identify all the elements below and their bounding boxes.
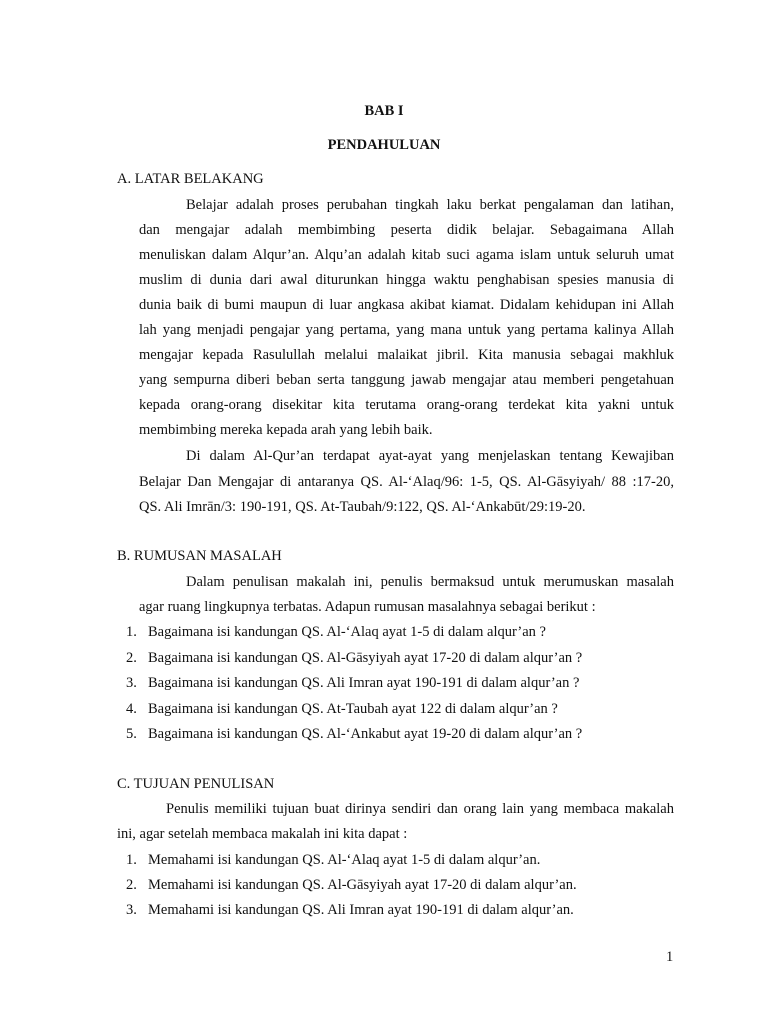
paragraph-line: kepada orang-orang disekitar kita terutama orang-orang terdekat kita yakni untuk <box>139 397 674 413</box>
list-number: 2. <box>126 877 137 893</box>
list-text: Memahami isi kandungan QS. Ali Imran ayat 190-191 di dalam alqur’an. <box>148 902 574 918</box>
list-item <box>0 650 768 672</box>
paragraph-line: mengajar kepada Rasulullah melalui malaikat jibril. Kita manusia sebagai makhluk <box>139 347 674 363</box>
list-item <box>0 726 768 748</box>
paragraph-line: Belajar Dan Mengajar di antaranya QS. Al-‘Alaq/96: 1-5, QS. Al-Gāsyiyah/ 88 :17-20, <box>139 474 674 490</box>
page-number: 1 <box>666 949 674 965</box>
list-text: Bagaimana isi kandungan QS. At-Taubah ayat 122 di dalam alqur’an ? <box>148 701 558 717</box>
paragraph-line: dunia baik di bumi maupun di luar angkasa akibat kiamat. Didalam kehidupan ini Allah <box>139 297 674 313</box>
list-number: 3. <box>126 902 137 918</box>
section-a-heading: A. LATAR BELAKANG <box>117 171 264 187</box>
list-number: 2. <box>126 650 137 666</box>
list-item <box>0 852 768 874</box>
list-text: Memahami isi kandungan QS. Al-‘Alaq ayat 1-5 di dalam alqur’an. <box>148 852 541 868</box>
chapter-label: BAB I <box>364 103 404 119</box>
paragraph-line: muslim di dunia dari awal diturunkan hingga waktu penghabisan spesies manusia di <box>139 272 674 288</box>
paragraph-line: Penulis memiliki tujuan buat dirinya sendiri dan orang lain yang membaca makalah <box>166 801 674 817</box>
paragraph-line: agar ruang lingkupnya terbatas. Adapun rumusan masalahnya sebagai berikut : <box>139 599 596 615</box>
paragraph-line: yang sempurna diberi beban serta tanggung jawab mengajar atau memberi pengetahuan <box>139 372 674 388</box>
list-number: 1. <box>126 852 137 868</box>
list-item <box>0 675 768 697</box>
paragraph-line: membimbing mereka kepada arah yang lebih baik. <box>139 422 433 438</box>
list-text: Memahami isi kandungan QS. Al-Gāsyiyah ayat 17-20 di dalam alqur’an. <box>148 877 577 893</box>
paragraph-line: Belajar adalah proses perubahan tingkah laku berkat pengalaman dan latihan, <box>186 197 674 213</box>
list-item <box>0 877 768 899</box>
list-number: 4. <box>126 701 137 717</box>
list-text: Bagaimana isi kandungan QS. Al-Gāsyiyah ayat 17-20 di dalam alqur’an ? <box>148 650 583 666</box>
list-item <box>0 902 768 924</box>
list-text: Bagaimana isi kandungan QS. Al-‘Ankabut ayat 19-20 di dalam alqur’an ? <box>148 726 583 742</box>
paragraph-line: ini, agar setelah membaca makalah ini kita dapat : <box>117 826 408 842</box>
list-text: Bagaimana isi kandungan QS. Ali Imran ayat 190-191 di dalam alqur’an ? <box>148 675 580 691</box>
list-text: Bagaimana isi kandungan QS. Al-‘Alaq ayat 1-5 di dalam alqur’an ? <box>148 624 546 640</box>
list-item <box>0 701 768 723</box>
paragraph-line: dan mengajar adalah membimbing peserta didik belajar. Sebagaimana Allah <box>139 222 674 238</box>
paragraph-line: lah yang menjadi pengajar yang pertama, yang mana untuk yang pertama kalinya Allah <box>139 322 674 338</box>
page-title: PENDAHULUAN <box>327 137 441 153</box>
paragraph-line: QS. Ali Imrān/3: 190-191, QS. At-Taubah/9:122, QS. Al-‘Ankabūt/29:19-20. <box>139 499 586 515</box>
list-number: 5. <box>126 726 137 742</box>
section-b-heading: B. RUMUSAN MASALAH <box>117 548 282 564</box>
list-item <box>0 624 768 646</box>
section-c-heading: C. TUJUAN PENULISAN <box>117 776 275 792</box>
list-number: 3. <box>126 675 137 691</box>
list-number: 1. <box>126 624 137 640</box>
paragraph-line: Dalam penulisan makalah ini, penulis bermaksud untuk merumuskan masalah <box>186 574 674 590</box>
paragraph-line: Di dalam Al-Qur’an terdapat ayat-ayat yang menjelaskan tentang Kewajiban <box>186 448 674 464</box>
paragraph-line: menuliskan dalam Alqur’an. Alqu’an adalah kitab suci agama islam untuk seluruh umat <box>139 247 674 263</box>
